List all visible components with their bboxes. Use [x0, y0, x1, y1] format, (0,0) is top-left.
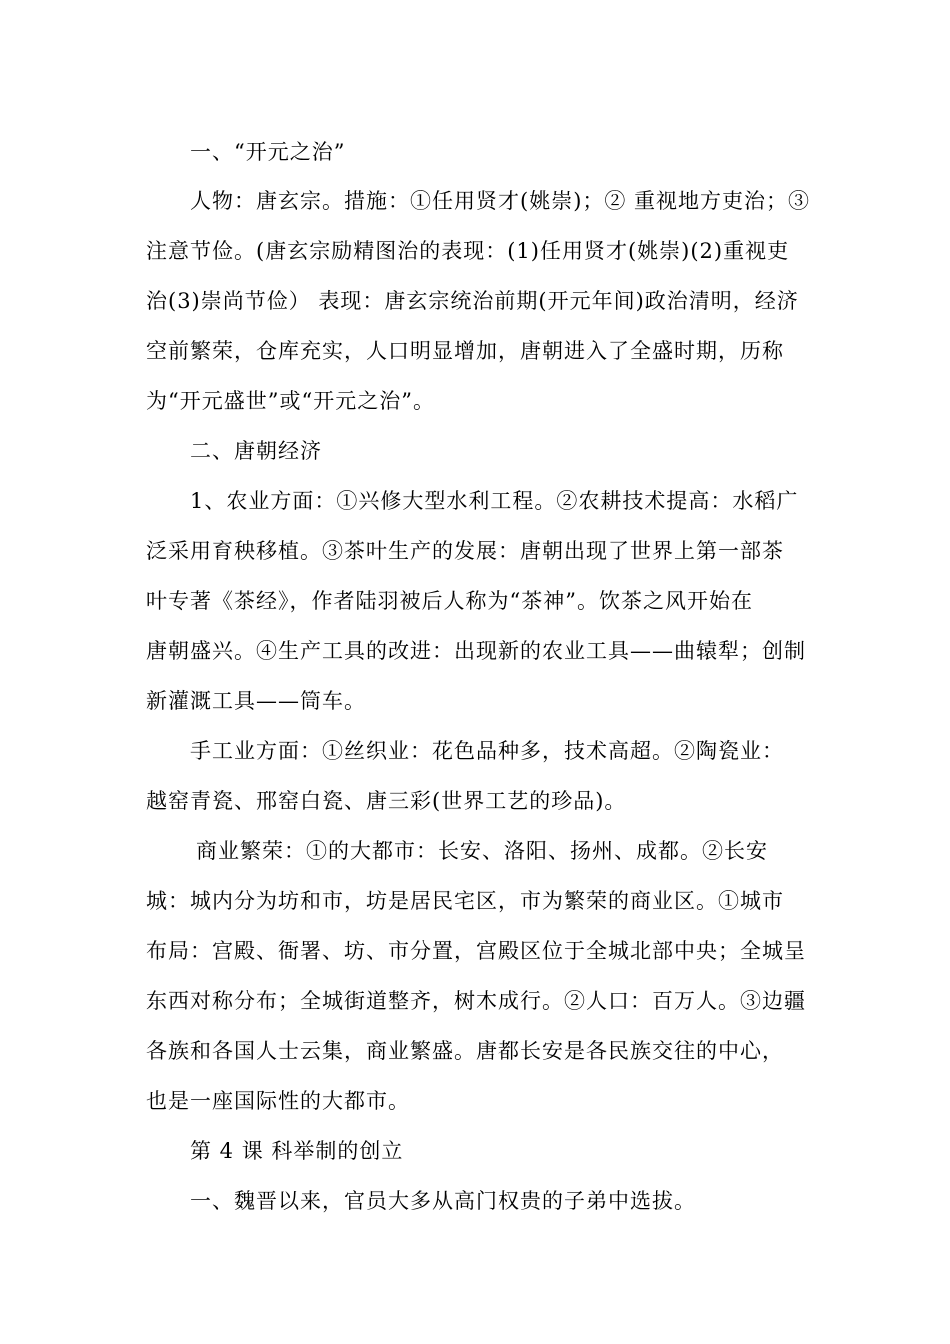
paragraph-line: 注意节俭。(唐玄宗励精图治的表现：(1)任用贤才(姚崇)(2)重视吏 — [146, 239, 790, 263]
lesson-heading: 第 4 课 科举制的创立 — [190, 1139, 404, 1163]
paragraph-line: 布局：宫殿、衙署、坊、市分置，宫殿区位于全城北部中央；全城呈 — [146, 939, 806, 963]
paragraph-line: 1、农业方面：①兴修大型水利工程。②农耕技术提高：水稻广 — [190, 489, 799, 513]
paragraph-line: 人物：唐玄宗。措施：①任用贤才(姚崇)；② 重视地方吏治；③ — [190, 189, 811, 213]
paragraph-line: 新灌溉工具——筒车。 — [146, 689, 366, 713]
paragraph-line: 商业繁荣：①的大都市：长安、洛阳、扬州、成都。②长安 — [196, 839, 768, 863]
paragraph-line: 一、魏晋以来，官员大多从高门权贵的子弟中选拔。 — [190, 1189, 696, 1213]
paragraph-line: 各族和各国人士云集，商业繁盛。唐都长安是各民族交往的中心， — [146, 1039, 784, 1063]
paragraph-line: 越窑青瓷、邢窑白瓷、唐三彩(世界工艺的珍品)。 — [146, 789, 627, 813]
paragraph-line: 治(3)崇尚节俭） 表现：唐玄宗统治前期(开元年间)政治清明，经济 — [146, 289, 799, 313]
paragraph-line: 东西对称分布；全城街道整齐，树木成行。②人口：百万人。③边疆 — [146, 989, 806, 1013]
section-heading-economy: 二、唐朝经济 — [190, 439, 322, 463]
paragraph-line: 也是一座国际性的大都市。 — [146, 1089, 410, 1113]
paragraph-line: 唐朝盛兴。④生产工具的改进：出现新的农业工具——曲辕犁；创制 — [146, 639, 806, 663]
paragraph-line: 手工业方面：①丝织业：花色品种多，技术高超。②陶瓷业： — [190, 739, 784, 763]
paragraph-line: 叶专著《茶经》，作者陆羽被后人称为“茶神”。饮茶之风开始在 — [146, 589, 753, 613]
paragraph-line: 泛采用育秧移植。③茶叶生产的发展：唐朝出现了世界上第一部茶 — [146, 539, 784, 563]
paragraph-line: 城：城内分为坊和市，坊是居民宅区，市为繁荣的商业区。①城市 — [146, 889, 784, 913]
paragraph-line: 为“开元盛世”或“开元之治”。 — [146, 389, 435, 413]
paragraph-line: 空前繁荣，仓库充实，人口明显增加，唐朝进入了全盛时期，历称 — [146, 339, 784, 363]
section-heading-kaiyuan: 一、“开元之治” — [190, 140, 346, 164]
